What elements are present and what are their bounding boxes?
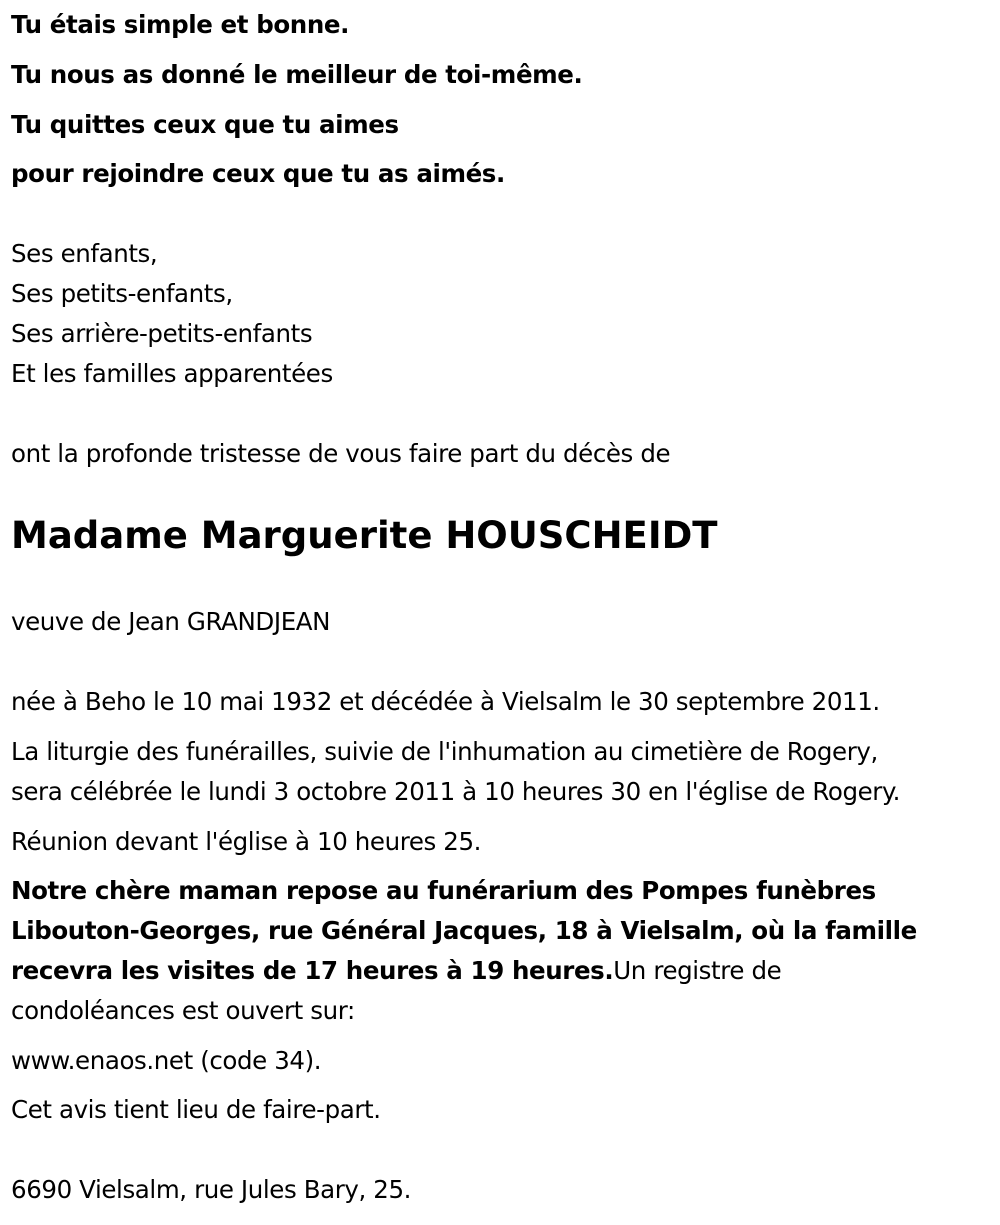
- visitation-line-2: Libouton-Georges, rue Général Jacques, 18 à Vielsalm, où la famille: [11, 916, 917, 945]
- ceremony-line-1: La liturgie des funérailles, suivie de l'inhumation au cimetière de Rogery,: [11, 737, 878, 766]
- poem-line-3: Tu quittes ceux que tu aimes: [11, 110, 399, 139]
- website-link[interactable]: www.enaos.net (code 34).: [11, 1046, 322, 1075]
- notice-text: Cet avis tient lieu de faire-part.: [11, 1095, 381, 1124]
- meeting-text: Réunion devant l'église à 10 heures 25.: [11, 827, 482, 856]
- registry-intro: Un registre de: [613, 956, 782, 985]
- poem-line-4: pour rejoindre ceux que tu as aimés.: [11, 159, 505, 188]
- family-children: Ses enfants,: [11, 239, 158, 268]
- family-great-grandchildren: Ses arrière-petits-enfants: [11, 319, 313, 348]
- deceased-name: Madame Marguerite HOUSCHEIDT: [11, 514, 718, 557]
- poem-line-1: Tu étais simple et bonne.: [11, 10, 349, 39]
- announcement-text: ont la profonde tristesse de vous faire part du décès de: [11, 439, 671, 468]
- family-grandchildren: Ses petits-enfants,: [11, 279, 233, 308]
- spouse-text: veuve de Jean GRANDJEAN: [11, 607, 331, 636]
- visitation-line-1: Notre chère maman repose au funérarium des Pompes funèbres: [11, 876, 876, 905]
- visitation-hours: recevra les visites de 17 heures à 19 heures.: [11, 956, 614, 985]
- visitation-line-4: condoléances est ouvert sur:: [11, 996, 355, 1025]
- poem-line-2: Tu nous as donné le meilleur de toi-même.: [11, 60, 583, 89]
- birth-death-text: née à Beho le 10 mai 1932 et décédée à Vielsalm le 30 septembre 2011.: [11, 687, 880, 716]
- address-text: 6690 Vielsalm, rue Jules Bary, 25.: [11, 1175, 412, 1204]
- family-relatives: Et les familles apparentées: [11, 359, 333, 388]
- ceremony-line-2: sera célébrée le lundi 3 octobre 2011 à 10 heures 30 en l'église de Rogery.: [11, 777, 900, 806]
- visitation-line-3: [11, 956, 781, 986]
